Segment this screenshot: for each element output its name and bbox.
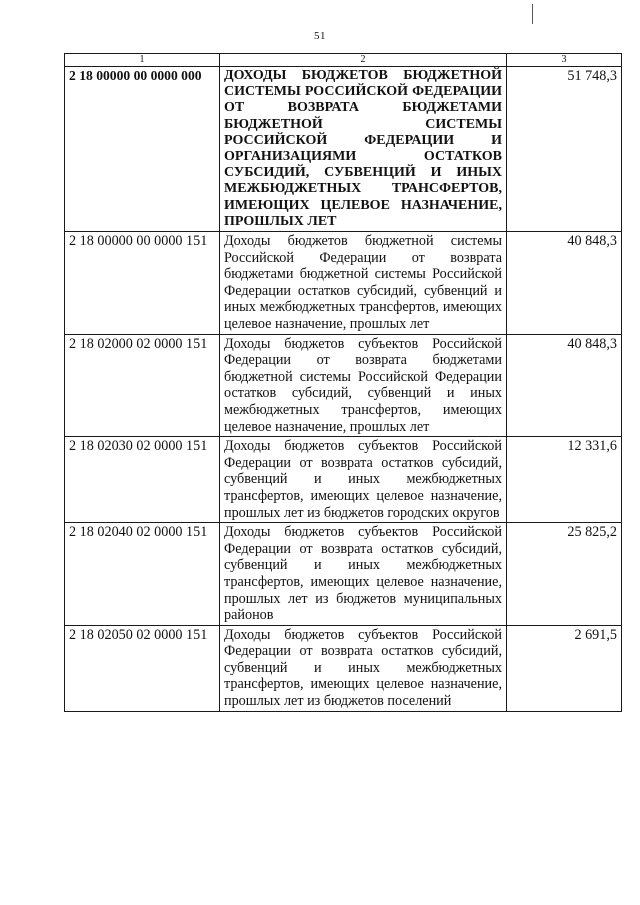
revenue-amount: 2 691,5 [507, 625, 622, 711]
revenue-code: 2 18 00000 00 0000 000 [65, 67, 220, 232]
revenue-name: Доходы бюджетов субъектов Российской Федерации от возврата остатков субсидий, субвенций и иных межбюджетных трансфертов, имеющих целевое назначение, прошлых лет из бюджетов муниципальных районов [220, 523, 507, 626]
table-row [65, 232, 622, 335]
revenue-amount: 51 748,3 [507, 67, 622, 232]
revenue-amount: 40 848,3 [507, 232, 622, 335]
table-row [65, 523, 622, 626]
revenue-name: Доходы бюджетов субъектов Российской Федерации от возврата бюджетами бюджетной системы Российской Федерации остатков субсидий, субвенций и иных межбюджетных трансфертов, имеющих целевое назначение, прошлых лет [220, 334, 507, 437]
revenue-name: Доходы бюджетов субъектов Российской Федерации от возврата остатков субсидий, субвенций и иных межбюджетных трансфертов, имеющих целевое назначение, прошлых лет из бюджетов поселений [220, 625, 507, 711]
budget-revenue-table [64, 53, 622, 712]
revenue-code: 2 18 00000 00 0000 151 [65, 232, 220, 335]
table-row [65, 625, 622, 711]
table-row [65, 437, 622, 523]
revenue-name: Доходы бюджетов бюджетной системы Российской Федерации от возврата бюджетами бюджетной системы Российской Федерации остатков субсидий, субвенций и иных межбюджетных трансфертов, имеющих целевое назначение, прошлых лет [220, 232, 507, 335]
page-number: 51 [314, 30, 326, 42]
revenue-code: 2 18 02000 02 0000 151 [65, 334, 220, 437]
revenue-amount: 25 825,2 [507, 523, 622, 626]
column-header-name: 2 [220, 54, 507, 67]
revenue-code: 2 18 02030 02 0000 151 [65, 437, 220, 523]
revenue-name: ДОХОДЫ БЮДЖЕТОВ БЮДЖЕТНОЙ СИСТЕМЫ РОССИЙСКОЙ ФЕДЕРАЦИИ ОТ ВОЗВРАТА БЮДЖЕТАМИ БЮДЖЕТНОЙ СИСТЕМЫ РОССИЙСКОЙ ФЕДЕРАЦИИ И ОРГАНИЗАЦИЯМИ ОСТАТКОВ СУБСИДИЙ, СУБВЕНЦИЙ И ИНЫХ МЕЖБЮДЖЕТНЫХ ТРАНСФЕРТОВ, ИМЕЮЩИХ ЦЕЛЕВОЕ НАЗНАЧЕНИЕ, ПРОШЛЫХ ЛЕТ [220, 67, 507, 232]
revenue-code: 2 18 02040 02 0000 151 [65, 523, 220, 626]
revenue-amount: 12 331,6 [507, 437, 622, 523]
column-header-code: 1 [65, 54, 220, 67]
revenue-name: Доходы бюджетов субъектов Российской Федерации от возврата остатков субсидий, субвенций и иных межбюджетных трансфертов, имеющих целевое назначение, прошлых лет из бюджетов городских округов [220, 437, 507, 523]
revenue-code: 2 18 02050 02 0000 151 [65, 625, 220, 711]
table-row [65, 334, 622, 437]
revenue-amount: 40 848,3 [507, 334, 622, 437]
column-number-row [65, 54, 622, 67]
table-row-total [65, 67, 622, 232]
column-header-amount: 3 [507, 54, 622, 67]
scan-edge-mark [532, 4, 533, 24]
